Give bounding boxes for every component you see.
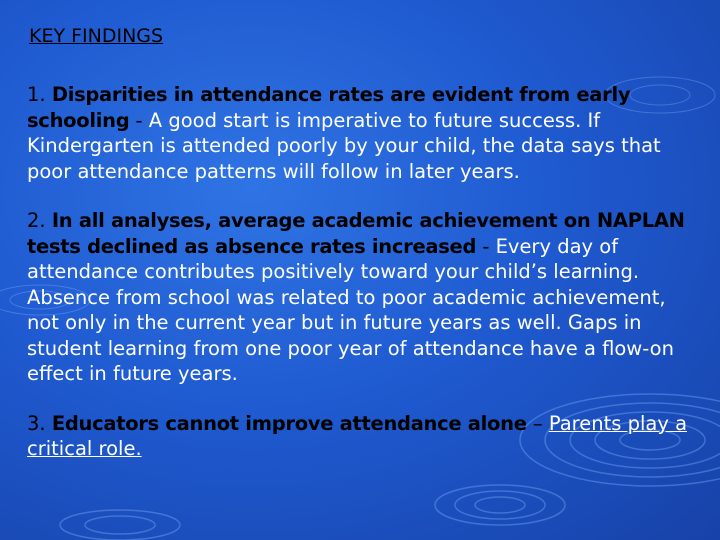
finding-1-highlight: Disparities in attendance rates are evident from early schooling [27,83,631,132]
parents-role-link[interactable]: Parents play a critical role. [27,411,688,460]
finding-2-separator: - [476,234,496,258]
slide-content [27,22,697,462]
finding-1-separator: - [129,108,149,132]
finding-3-number: 3. [27,411,46,435]
finding-1 [27,82,697,184]
finding-2-number: 2. [27,209,46,232]
finding-3-highlight: Educators cannot improve attendance alone [51,411,527,435]
finding-3 [27,411,697,462]
finding-3-separator: – [526,411,549,435]
finding-2-highlight: In all analyses, average academic achievement on NAPLAN tests declined as absence rates increased [27,209,685,258]
finding-1-number: 1. [27,83,46,106]
slide-heading: KEY FINDINGS [29,25,164,47]
finding-1-text: A good start is imperative to future success. If Kindergarten is attended poorly by your child, the data says that poor attendance patterns will follow in later years. [27,108,661,183]
finding-2 [27,208,697,387]
finding-2-text: Every day of attendance contributes positively toward your child’s learning. Absence from school was related to poor academic achievement, not only in the current year but in future years as well. Gaps in student learning from one poor year of attendance have a flow-on effect in future years. [27,234,674,385]
